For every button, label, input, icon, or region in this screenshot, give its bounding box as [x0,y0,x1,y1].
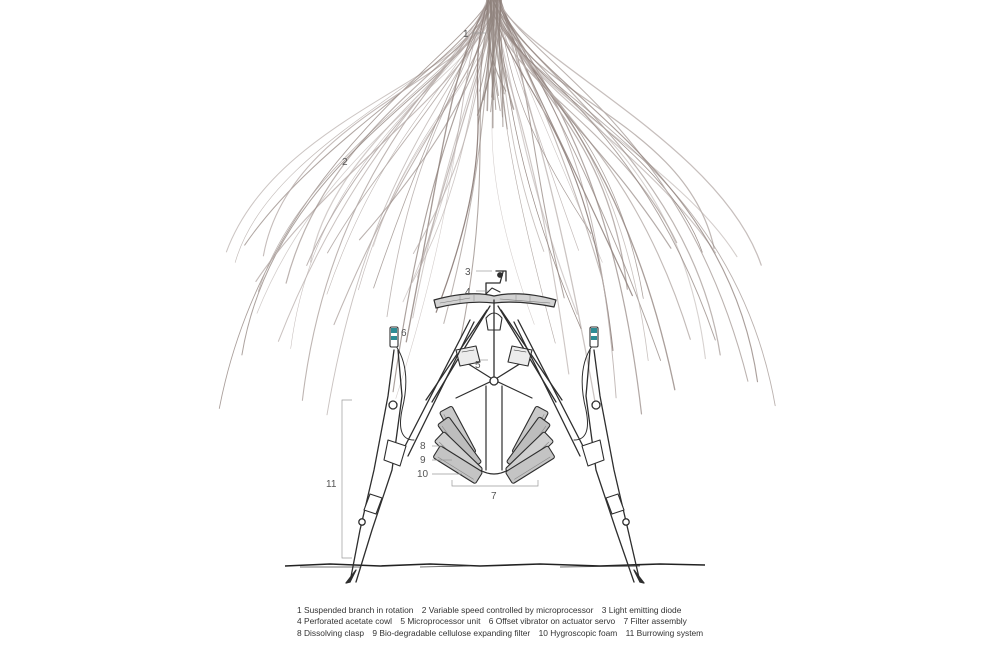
filter-assembly [433,386,555,484]
callout-4: 4 [465,287,471,298]
caption-text-11: Burrowing system [636,627,704,638]
acetate-cowl [434,294,556,308]
right-filter-canisters [505,406,555,484]
caption-num-9: 9 [372,627,378,638]
caption-num-8: 8 [297,627,302,638]
caption-text-8: Dissolving clasp [304,627,365,638]
caption-text-3: Light emitting diode [608,605,682,615]
branch-strand [493,0,578,250]
caption-num-1: 1 [297,605,302,615]
callout-11: 11 [326,479,337,490]
caption-line-3 [297,628,737,639]
suspended-branch [219,0,775,415]
caption-line-2 [297,616,737,627]
left-filter-canisters [433,406,483,484]
callout-5: 5 [475,360,481,371]
branch-strand [487,0,577,314]
callout-10: 10 [417,469,429,480]
machine [346,271,644,583]
callout-8: 8 [420,441,426,452]
caption-num-4: 4 [297,616,302,627]
branch-strand [245,0,492,245]
branch-strand [498,0,748,381]
callout-2: 2 [342,157,348,168]
caption-text-7: Filter assembly [630,616,687,627]
caption-text-2: Variable speed controlled by microprocessor [428,605,594,615]
left-burrowing-leg [346,346,414,583]
callout-numbers [326,29,497,502]
caption-num-7: 7 [623,616,629,627]
caption-text-1: Suspended branch in rotation [304,605,414,615]
callout-3: 3 [465,267,471,278]
branch-strand [403,0,488,302]
right-offset-vibrator [590,327,598,347]
caption-num-2: 2 [421,605,427,615]
caption-text-9: Bio-degradable cellulose expanding filter [379,627,531,638]
callout-1: 1 [463,29,469,40]
caption-num-10: 10 [538,627,548,638]
figure-caption [297,605,737,639]
left-offset-vibrator [390,327,398,347]
caption-text-10: Hygroscopic foam [550,627,618,638]
callout-6: 6 [401,328,407,339]
right-burrowing-leg [574,346,644,583]
caption-num-6: 6 [488,616,494,627]
branch-strand [219,0,489,408]
caption-line-1 [297,605,737,616]
callout-9: 9 [420,455,426,466]
callout-7: 7 [491,491,497,502]
caption-text-6: Offset vibrator on actuator servo [495,616,616,627]
caption-text-5: Microprocessor unit [407,616,481,627]
caption-num-11: 11 [625,627,635,638]
ground-line [285,564,705,567]
caption-text-4: Perforated acetate cowl [304,616,392,627]
branch-strand [235,0,496,262]
caption-num-5: 5 [400,616,405,627]
caption-num-3: 3 [601,605,607,615]
